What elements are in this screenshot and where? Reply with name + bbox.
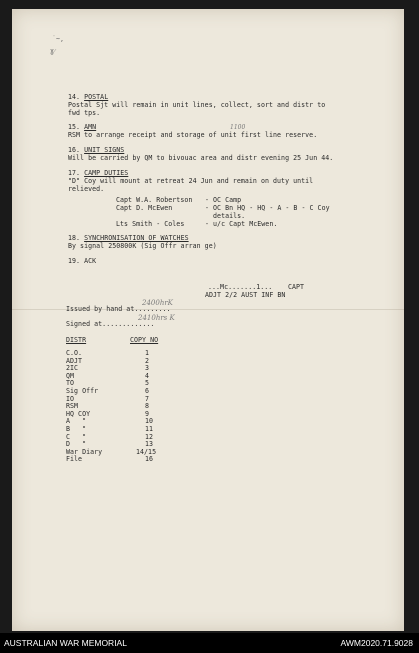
distribution-recipient: A "	[66, 417, 87, 426]
distribution-copy-no: 4	[145, 371, 150, 380]
distribution-recipient: 2IC	[66, 364, 79, 373]
distribution-recipient: C.O.	[66, 349, 83, 357]
section-14-line-1: Postal Sjt will remain in unit lines, collect, sort and distr to	[68, 101, 326, 109]
distribution-copy-no: 12	[145, 432, 154, 441]
section-18-heading: 18. SYNCHRONISATION OF WATCHES	[68, 234, 189, 242]
duty-name-1: Capt W.A. Robertson	[116, 196, 193, 204]
distribution-copy-no: 7	[145, 394, 150, 403]
signature-title: ADJT 2/2 AUST INF BN	[205, 291, 286, 299]
handwritten-15: 1100	[230, 124, 246, 131]
distribution-copy-no: 13	[145, 440, 154, 449]
duty-name-3: Lts Smith - Coles	[116, 220, 185, 228]
signed-time-handwritten: 2410hrs K	[138, 314, 175, 322]
distribution-copy-no: 3	[145, 364, 150, 373]
distribution-recipient: RSM	[66, 402, 79, 411]
distribution-recipient: TO	[66, 379, 75, 388]
section-17-heading: 17. CAMP DUTIES	[68, 169, 129, 177]
section-15-line-1: RSM to arrange receipt and storage of unit first line reserve.	[68, 131, 318, 139]
distribution-copy-no: 9	[145, 409, 150, 418]
distribution-copy-no: 6	[145, 387, 150, 395]
duty-role-3: - u/c Capt McEwen.	[205, 220, 278, 228]
distribution-copy-no: 16	[145, 455, 154, 464]
footer-accession: AWM2020.71.9028	[340, 638, 413, 648]
document-page	[12, 9, 404, 631]
distribution-recipient: D "	[66, 440, 87, 449]
issued-by-hand: Issued by hand at.........	[66, 305, 171, 313]
section-15-heading: 15. AMN	[68, 123, 97, 131]
distribution-recipient: File	[66, 455, 83, 464]
header-mark: ˙~,	[52, 35, 65, 43]
duty-role-2b: details.	[205, 212, 246, 220]
section-14-line-2: fwd tps.	[68, 109, 101, 117]
section-16-heading: 16. UNIT SIGNS	[68, 146, 125, 154]
signature-rank: CAPT	[288, 283, 305, 291]
section-16-line-1: Will be carried by QM to bivouac area and distr evening 25 Jun 44.	[68, 154, 334, 162]
distribution-recipient: ADJT	[66, 356, 83, 365]
footer-bar	[0, 633, 419, 653]
distribution-copy-no: 5	[145, 379, 150, 388]
section-17-line-1: "D" Coy will mount at retreat 24 Jun and remain on duty until	[68, 177, 314, 185]
distr-header: DISTR	[66, 336, 87, 344]
footer-institution: AUSTRALIAN WAR MEMORIAL	[4, 638, 127, 648]
distribution-recipient: IO	[66, 394, 75, 403]
distribution-copy-no: 10	[145, 417, 154, 426]
section-18-line: By signal 250800K (Sig Offr arran ge)	[68, 242, 217, 250]
duty-name-2: Capt D. McEwen	[116, 204, 173, 212]
distribution-copy-no: 11	[145, 425, 154, 433]
distribution-copy-no: 8	[145, 402, 150, 411]
distribution-copy-no: 2	[145, 356, 150, 365]
distribution-recipient: War Diary	[66, 447, 103, 456]
distribution-recipient: Sig Offr	[66, 387, 99, 395]
distribution-recipient: B "	[66, 425, 87, 433]
distribution-copy-no: 1	[145, 349, 150, 357]
duty-role-2: - OC Bn HQ - HQ - A - B - C Coy	[205, 204, 330, 212]
distribution-copy-no: 14/15	[136, 447, 157, 456]
section-14-heading: 14. POSTAL	[68, 93, 109, 101]
copy-no-header: COPY NO	[130, 336, 159, 344]
distribution-recipient: HQ COY	[66, 409, 91, 418]
distribution-recipient: QM	[66, 371, 75, 380]
issued-time-handwritten: 2400hrK	[142, 299, 173, 307]
signed-at: Signed at.............	[66, 320, 155, 328]
signature: ...Mc.......1...	[208, 283, 273, 291]
duty-role-1: - OC Camp	[205, 196, 242, 204]
distribution-recipient: C "	[66, 432, 87, 441]
header-mark-2: ɣ⁄	[50, 47, 56, 55]
section-19: 19. ACK	[68, 257, 97, 265]
section-17-line-2: relieved.	[68, 185, 105, 193]
